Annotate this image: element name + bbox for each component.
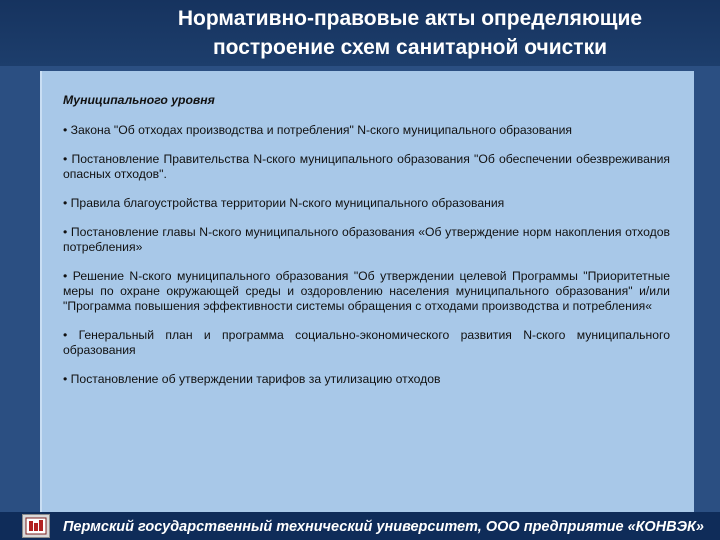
university-logo-icon (22, 514, 50, 538)
list-item: • Правила благоустройства территории N-ского муниципального образования (63, 196, 505, 210)
title-line-2: построение схем санитарной очистки (212, 36, 608, 59)
slide-header (0, 0, 720, 66)
title-line-1: Нормативно-правовые акты определяющие (177, 7, 643, 30)
section-subtitle: Муниципального уровня (63, 93, 215, 107)
list-item: • Постановление об утверждении тарифов за утилизацию отходов (63, 372, 441, 386)
list-item: • Постановление главы N-ского муниципального образования «Об утверждение норм накопления отходов потребления» (63, 225, 670, 254)
list-item: • Закона "Об отходах производства и потребления" N-ского муниципального образования (63, 123, 573, 137)
list-item: • Решение N-ского муниципального образования "Об утверждении целевой Программы "Приоритетные меры по охране окружающей среды и оздоровлению населения муниципального образования" и/или "Программа повышения эффективности системы обращения с отходами производства и потребления« (63, 269, 670, 313)
footer-text: Пермский государственный технический университет, ООО предприятие «КОНВЭК» (63, 519, 704, 535)
list-item: • Постановление Правительства N-ского муниципального образования "Об обеспечении обезвреживания опасных отходов". (63, 152, 670, 181)
list-item: • Генеральный план и программа социально-экономического развития N-ского муниципального образования (63, 328, 670, 357)
content-body (63, 93, 670, 401)
slide-title (110, 4, 710, 62)
